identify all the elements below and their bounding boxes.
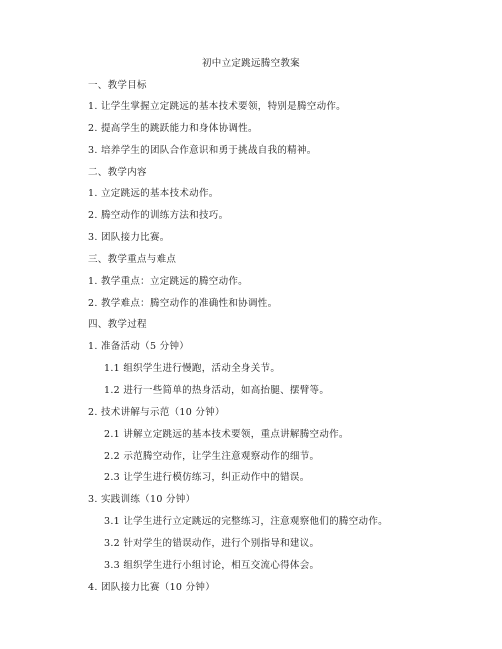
list-item: 3.2 针对学生的错误动作，进行个别指导和建议。 xyxy=(104,538,320,549)
list-item: 3.3 组织学生进行小组讨论，相互交流心得体会。 xyxy=(104,560,320,571)
list-item: 3. 培养学生的团队合作意识和勇于挑战自我的精神。 xyxy=(88,145,317,156)
list-item: 1.2 进行一些简单的热身活动，如高抬腿、摆臂等。 xyxy=(104,385,330,396)
subsection-heading: 3. 实践训练（10 分钟） xyxy=(88,494,196,505)
document-title: 初中立定跳远腾空教案 xyxy=(201,58,300,69)
list-item: 1.1 组织学生进行慢跑，活动全身关节。 xyxy=(104,363,281,374)
list-item: 3.1 让学生进行立定跳远的完整练习，注意观察他们的腾空动作。 xyxy=(104,516,388,527)
section-heading-process: 四、教学过程 xyxy=(88,319,147,330)
list-item: 1. 立定跳远的基本技术动作。 xyxy=(88,188,219,199)
list-item: 2.3 让学生进行模仿练习，纠正动作中的错误。 xyxy=(104,472,310,483)
list-item: 1. 让学生掌握立定跳远的基本技术要领，特别是腾空动作。 xyxy=(88,101,346,112)
subsection-heading: 2. 技术讲解与示范（10 分钟） xyxy=(88,407,225,418)
list-item: 3. 团队接力比赛。 xyxy=(88,232,170,243)
list-item: 2. 腾空动作的训练方法和技巧。 xyxy=(88,210,229,221)
list-item: 2. 教学难点：腾空动作的准确性和协调性。 xyxy=(88,298,278,309)
list-item: 2. 提高学生的跳跃能力和身体协调性。 xyxy=(88,123,258,134)
section-heading-objectives: 一、教学目标 xyxy=(88,80,147,91)
section-heading-key-points: 三、教学重点与难点 xyxy=(88,254,177,265)
list-item: 1. 教学重点：立定跳远的腾空动作。 xyxy=(88,276,248,287)
list-item: 2.1 讲解立定跳远的基本技术要领，重点讲解腾空动作。 xyxy=(104,429,349,440)
subsection-heading: 1. 准备活动（5 分钟） xyxy=(88,341,190,352)
list-item: 2.2 示范腾空动作，让学生注意观察动作的细节。 xyxy=(104,451,320,462)
section-heading-content: 二、教学内容 xyxy=(88,167,147,178)
subsection-heading: 4. 团队接力比赛（10 分钟） xyxy=(88,582,215,593)
